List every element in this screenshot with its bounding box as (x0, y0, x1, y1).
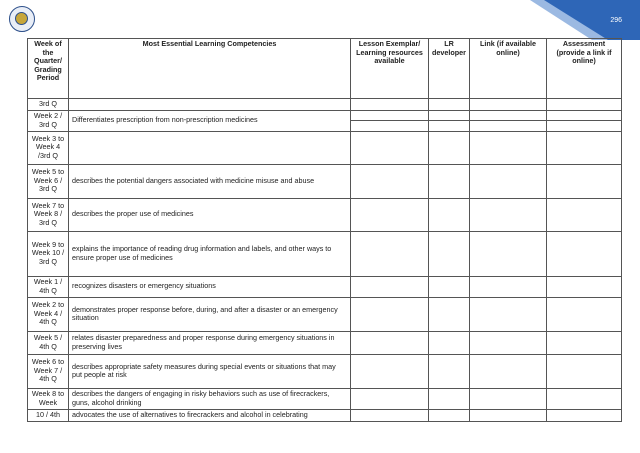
table-row (28, 297, 622, 331)
week-cell: Week 7 to Week 8 / 3rd Q (28, 198, 69, 231)
week-cell: 10 / 4th (28, 409, 69, 421)
competency-cell (69, 131, 351, 164)
header-lr-developer: LR developer (429, 39, 470, 99)
competency-cell: relates disaster preparedness and proper response during emergency situations in preserving lives (69, 331, 351, 354)
competency-cell (69, 99, 351, 111)
competency-cell: describes the proper use of medicines (69, 198, 351, 231)
table-row (28, 388, 622, 409)
corner-decoration (530, 0, 640, 40)
week-cell: Week 3 to Week 4 /3rd Q (28, 131, 69, 164)
competency-cell: describes the potential dangers associated with medicine misuse and abuse (69, 164, 351, 198)
header-week: Week of the Quarter/ Grading Period (28, 39, 69, 99)
competency-cell: recognizes disasters or emergency situations (69, 276, 351, 297)
table-row (28, 231, 622, 276)
table-row (28, 131, 622, 164)
header-assessment: Assessment (provide a link if online) (547, 39, 622, 99)
competency-cell: describes the dangers of engaging in risky behaviors such as use of firecrackers, guns, alcohol drinking (69, 388, 351, 409)
table-row (28, 331, 622, 354)
table-row (28, 354, 622, 388)
page-number: 296 (610, 17, 622, 24)
competency-cell: explains the importance of reading drug information and labels, and other ways to ensure proper use of medicines (69, 231, 351, 276)
competency-cell: demonstrates proper response before, during, and after a disaster or an emergency situation (69, 297, 351, 331)
competency-cell: Differentiates prescription from non-prescription medicines (69, 110, 351, 131)
table-row (28, 409, 622, 421)
table-row (28, 110, 622, 131)
week-cell: Week 6 to Week 7 / 4th Q (28, 354, 69, 388)
header-lesson-exemplar: Lesson Exemplar/ Learning resources available (351, 39, 429, 99)
week-cell: Week 8 to Week (28, 388, 69, 409)
week-cell: Week 9 to Week 10 / 3rd Q (28, 231, 69, 276)
table-row (28, 198, 622, 231)
table-row (28, 276, 622, 297)
competency-cell: describes appropriate safety measures during special events or situations that may put people at risk (69, 354, 351, 388)
table-row (28, 164, 622, 198)
melc-table (27, 38, 622, 422)
table-header-row (28, 39, 622, 99)
week-cell: Week 1 / 4th Q (28, 276, 69, 297)
header-competencies: Most Essential Learning Competencies (69, 39, 351, 99)
table-row (28, 99, 622, 111)
week-cell: 3rd Q (28, 99, 69, 111)
week-cell: Week 2 / 3rd Q (28, 110, 69, 131)
header-link: Link (if available online) (470, 39, 547, 99)
week-cell: Week 5 / 4th Q (28, 331, 69, 354)
week-cell: Week 5 to Week 6 / 3rd Q (28, 164, 69, 198)
deped-seal-logo (9, 6, 35, 32)
week-cell: Week 2 to Week 4 / 4th Q (28, 297, 69, 331)
competency-cell: advocates the use of alternatives to firecrackers and alcohol in celebrating (69, 409, 351, 421)
